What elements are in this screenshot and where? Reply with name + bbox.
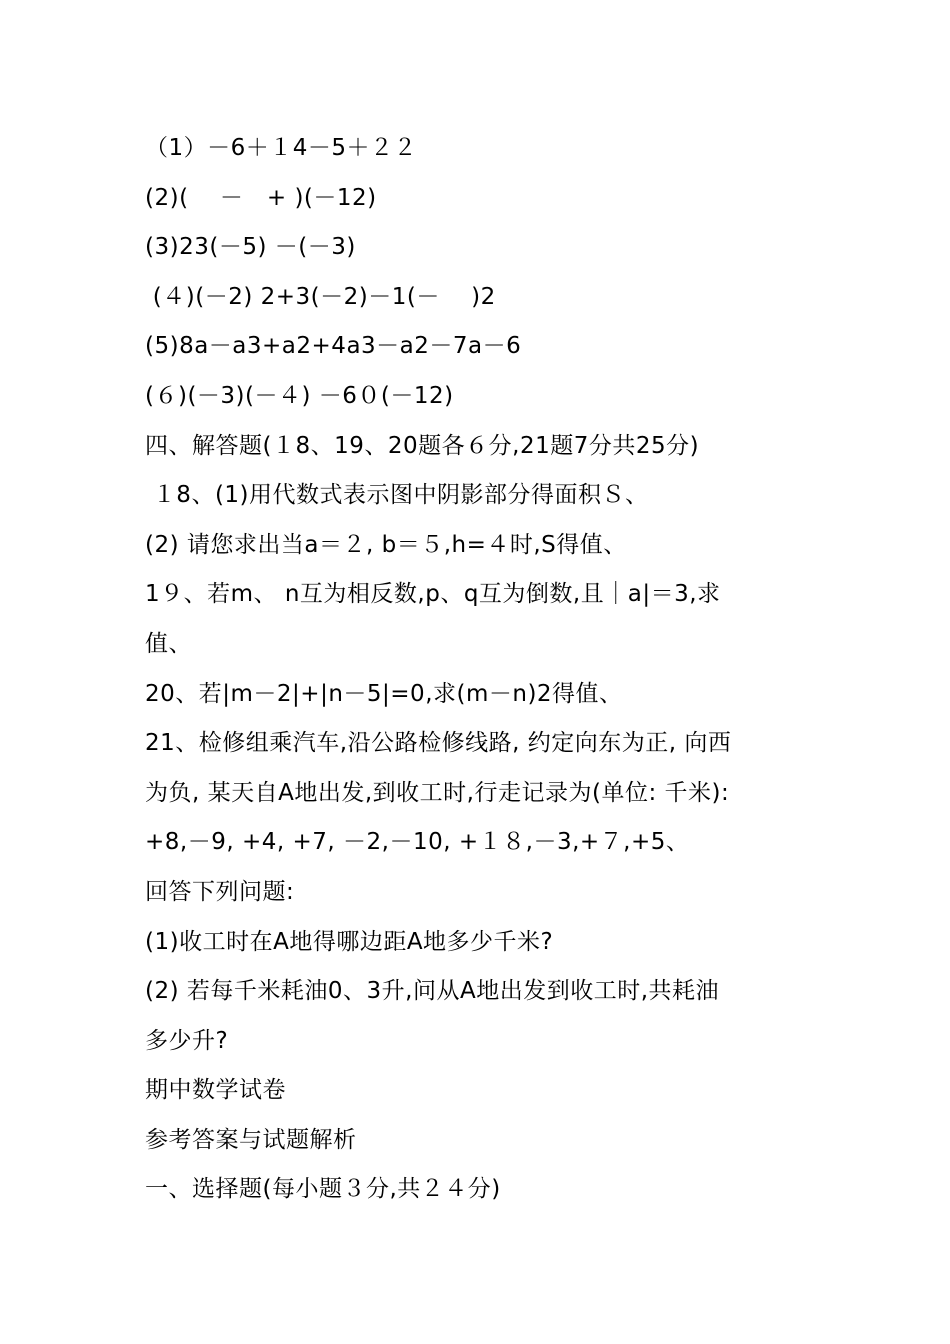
question-21-line-2: 为负, 某天自A地出发,到收工时,行走记录为(单位: 千米): [145, 779, 730, 806]
question-20: 20、若|m－2|+|n－5|=0,求(m－n)2得值、 [145, 680, 623, 707]
section-heading-multiple-choice: 一、选择题(每小题３分,共２４分) [145, 1176, 501, 1203]
question-21-line-1: 21、检修组乘汽车,沿公路检修线路, 约定向东为正, 向西 [145, 730, 732, 757]
question-19-line-2: 值、 [145, 630, 192, 657]
answer-key-title: 参考答案与试题解析 [145, 1126, 357, 1153]
expression-line-6: (６)(－3)(－４) －6０(－12) [145, 382, 454, 409]
section-heading-answer-questions: 四、解答题(１8、19、20题各６分,21题7分共25分) [145, 432, 700, 459]
expression-line-5: (5)8a－a3+a2+4a3－a2－7a－6 [145, 333, 522, 360]
question-21-part-1: (1)收工时在A地得哪边距A地多少千米? [145, 928, 554, 955]
expression-line-3: (3)23(－5) －(－3) [145, 234, 356, 261]
expression-line-1: （1）－6＋１4－5＋２２ [145, 135, 418, 161]
question-18-part-2: (2) 请您求出当a＝２, b＝５,h=４时,S得值、 [145, 531, 627, 558]
expression-line-2: (2)( － + )(－12) [145, 184, 377, 211]
question-18-part-1: １8、(1)用代数式表示图中阴影部分得面积Ｓ、 [145, 482, 649, 509]
question-21-part-2-line-1: (2) 若每千米耗油0、3升,问从A地出发到收工时,共耗油 [145, 978, 720, 1005]
document-body [145, 124, 825, 1215]
question-21-prompt: 回答下列问题: [145, 878, 295, 905]
question-19-line-1: 1９、若m、 n互为相反数,p、q互为倒数,且｜a|＝3,求 [145, 581, 721, 608]
exam-title: 期中数学试卷 [145, 1077, 286, 1104]
expression-line-4: (４)(－2) 2+3(－2)－1(－ )2 [145, 283, 496, 310]
question-21-part-2-line-2: 多少升? [145, 1027, 229, 1054]
question-21-records: +8,－9, +4, +7, －2,－10, +１８,－3,+７,+5、 [145, 829, 690, 856]
